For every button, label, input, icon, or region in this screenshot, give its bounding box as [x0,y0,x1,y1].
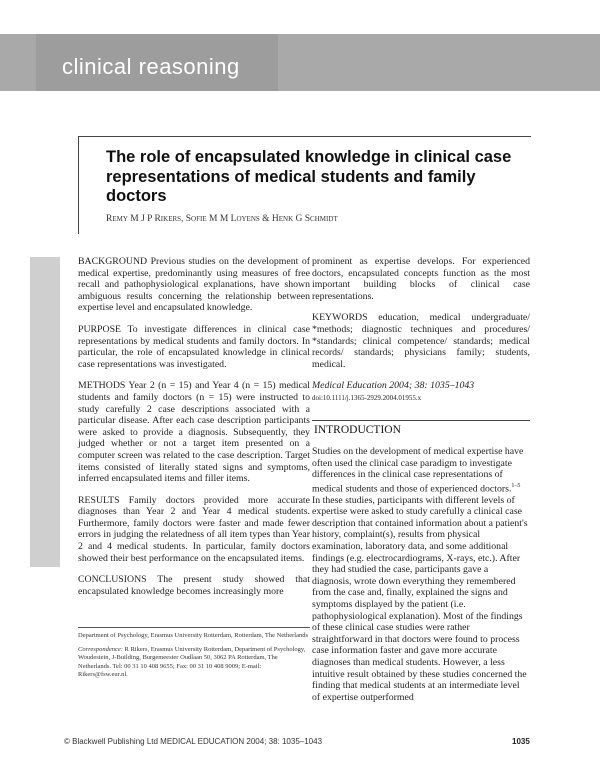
page-number: 1035 [512,737,530,746]
keywords-label: KEYWORDS [312,312,368,324]
abstract-right-column [312,256,530,415]
background-label: BACKGROUND [78,256,148,267]
background-text: Previous studies on the development of medical expertise, predominantly using measures of free recall and pathophysiological explanations, have shown ambiguous results concerning the relationship between expertise level and encapsulated knowledge. [78,256,310,314]
intro-text-b: In these studies, participants with different levels of expertise were asked to study carefully a clinical case description that contained information about a patient's history, complaint(s), results from physical examination, laboratory data, and some additional findings (e.g. electrocardiograms, X-rays, etc.). After they had studied the case, participants gave a diagnosis, wrote down everything they remembered from the case and, finally, explained the signs and symptoms displayed by the patient (i.e. pathophysiological explanation). Most of the findings of these clinical case studies were rather straightforward in that doctors were found to process case information faster and gave more accurate diagnoses than medical students. However, a less intuitive result obtained by these studies concerned the finding that medical students at an intermediate level of expertise outperformed [312,494,528,703]
results-label: RESULTS [78,494,120,506]
affiliation: Department of Psychology, Erasmus University Rotterdam, Rotterdam, The Netherlands [78,632,308,639]
citation-block [312,380,530,404]
intro-paragraph [312,446,530,703]
article-authors: Remy M J P Rikers, Sofie M M Loyens & Henk G Schmidt [106,214,338,224]
abstract-background [78,256,310,314]
intro-heading: INTRODUCTION [314,424,401,436]
abstract-left-column [78,256,310,607]
conclusions-label: CONCLUSIONS [78,574,147,586]
footer-copyright: © Blackwell Publishing Ltd MEDICAL EDUCATION 2004; 38: 1035–1043 [64,737,323,746]
abstract-side-bar [30,257,60,567]
conclusions-text: The present study showed that encapsulated knowledge becomes increasingly more [78,574,310,597]
keywords-text: education, medical undergraduate/ *methods; diagnostic techniques and procedures/ *standards; clinical competence/ standards; medical records/ standards; physicians family; students, medical. [312,312,530,370]
introduction-column [312,446,530,703]
abstract-keywords [312,312,530,370]
purpose-label: PURPOSE [78,323,122,335]
purpose-text: To investigate differences in clinical case representations by medical students and family doctors. In particular, the role of encapsulated knowledge in clinical case representations was investigated. [78,323,310,370]
abstract-purpose [78,324,310,370]
abstract-conclusions [78,574,310,597]
results-text: Family doctors provided more accurate diagnoses than Year 2 and Year 4 medical students. Furthermore, family doctors were faster and made fewer errors in judging the relatedness of all item types than Year 2 and 4 medical students. In particular, family doctors showed their best performance on the encapsulated items. [78,494,310,564]
intro-text-a: Studies on the development of medical expertise have often used the clinical case paradigm to investigate differences in the clinical case representations of medical students and those of experienced doctors. [312,446,524,495]
correspondence-text: R Rikers, Erasmus University Rotterdam, Department of Psychology, Woudestein, J-Building, Burgemeester Oudlaan 50, 3062 PA Rotterdam, The Netherlands. Tel: 00 31 10 408 9655; Fax: 00 31 10 408 9009; E-mail: Rikers@fsw.eur.nl. [78,645,306,678]
methods-text: Year 2 (n = 15) and Year 4 (n = 15) medical students and family doctors (n = 15) were instructed to study carefully 2 case descriptions associated with a particular disease. After each case description participants were asked to provide a diagnosis. Subsequently, they judged whether or not a target item presented on a computer screen was related to the case description. Target items consisted of literally stated signs and symptoms, inferred encapsulated items and filler items. [78,380,310,485]
footnote-block [78,632,310,685]
methods-label: METHODS [78,380,126,392]
correspondence-label: Correspondence: [78,645,123,653]
abstract-methods [78,380,310,484]
doi-link[interactable]: doi:10.1111/j.1365-2929.2004.01955.x [312,393,422,402]
journal-citation: Medical Education 2004; 38: 1035–1043 [312,380,475,392]
article-title: The role of encapsulated knowledge in clinical case representations of medical students and family doctors [106,148,512,205]
intro-reference: 1–5 [511,482,521,489]
abstract-results [78,495,310,565]
section-label: clinical reasoning [62,54,240,79]
conclusions-continued: prominent as expertise develops. For experienced doctors, encapsulated concepts function as the most important building blocks of clinical case representations. [312,256,530,302]
footnote-divider [78,627,310,628]
correspondence [78,646,310,680]
